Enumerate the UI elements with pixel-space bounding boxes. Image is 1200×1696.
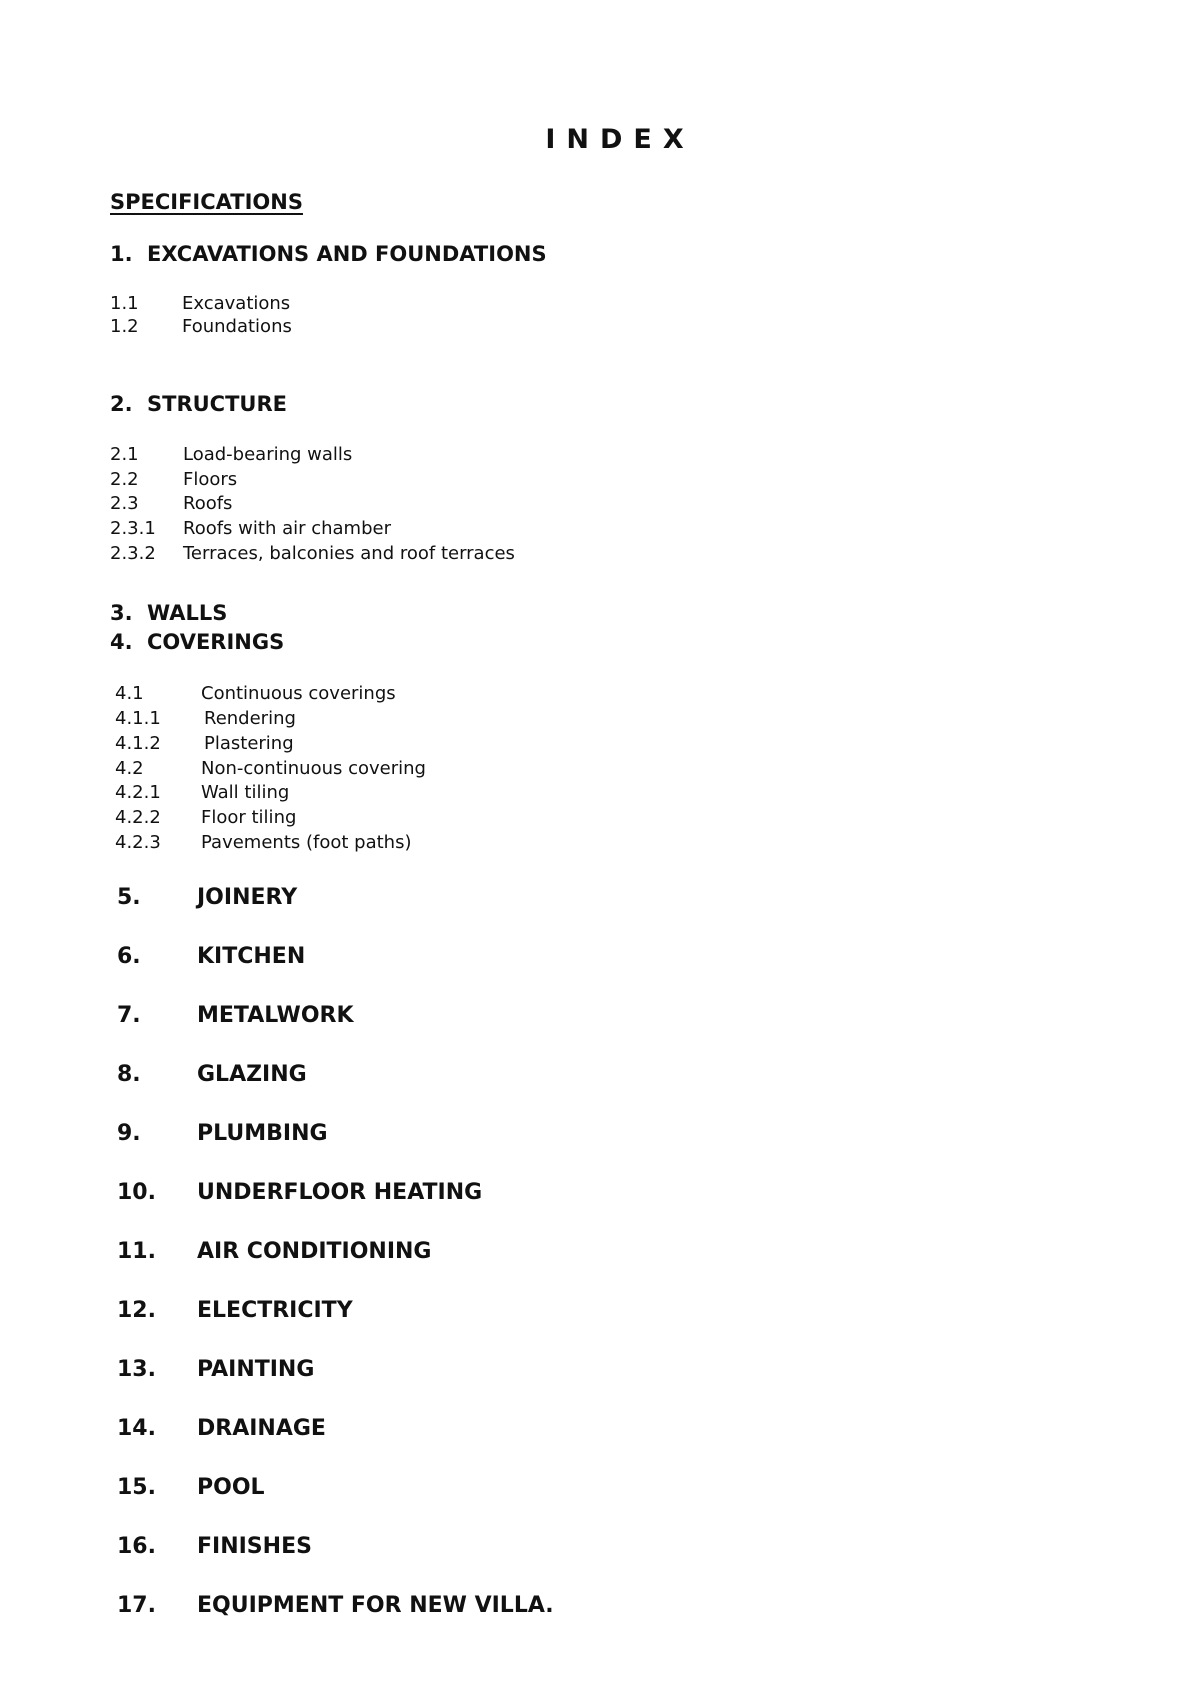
toc-subitem-label: Plastering bbox=[204, 733, 294, 754]
toc-heading-number: 10. bbox=[117, 1180, 156, 1205]
toc-heading-label: AIR CONDITIONING bbox=[197, 1239, 432, 1264]
toc-subitem-label: Pavements (foot paths) bbox=[201, 832, 412, 853]
toc-heading bbox=[110, 242, 547, 266]
toc-subitem-number: 2.3.1 bbox=[110, 518, 156, 539]
toc-heading-number: 3. bbox=[110, 601, 133, 625]
toc-subitem-label: Rendering bbox=[204, 708, 296, 729]
toc-subitem-number: 1.1 bbox=[110, 293, 139, 314]
toc-heading-label: COVERINGS bbox=[147, 630, 285, 654]
toc-subitem-number: 4.2.1 bbox=[115, 782, 161, 803]
toc-subitem-number: 2.3 bbox=[110, 493, 139, 514]
page-title: INDEX bbox=[545, 124, 695, 155]
toc-subitem bbox=[115, 782, 289, 803]
toc-heading-number: 1. bbox=[110, 242, 133, 266]
toc-subitem-number: 4.1.2 bbox=[115, 733, 161, 754]
toc-heading bbox=[117, 1298, 353, 1323]
toc-subitem-label: Floors bbox=[183, 469, 238, 490]
toc-heading-number: 17. bbox=[117, 1593, 156, 1618]
toc-subitem bbox=[110, 493, 232, 514]
toc-heading-number: 13. bbox=[117, 1357, 156, 1382]
toc-subitem-number: 4.1.1 bbox=[115, 708, 161, 729]
toc-subitem-number: 1.2 bbox=[110, 316, 139, 337]
toc-heading-label: UNDERFLOOR HEATING bbox=[197, 1180, 483, 1205]
toc-heading-label: KITCHEN bbox=[197, 944, 306, 969]
toc-heading bbox=[117, 1180, 482, 1205]
toc-heading-label: DRAINAGE bbox=[197, 1416, 326, 1441]
toc-heading bbox=[117, 944, 305, 969]
toc-heading-number: 16. bbox=[117, 1534, 156, 1559]
toc-subitem-label: Terraces, balconies and roof terraces bbox=[183, 543, 515, 564]
toc-heading-number: 15. bbox=[117, 1475, 156, 1500]
toc-heading-label: ELECTRICITY bbox=[197, 1298, 353, 1323]
toc-heading-label: FINISHES bbox=[197, 1534, 312, 1559]
toc-heading-label: WALLS bbox=[147, 601, 228, 625]
toc-heading-number: 4. bbox=[110, 630, 133, 654]
toc-subitem bbox=[115, 832, 411, 853]
toc-heading-label: EQUIPMENT FOR NEW VILLA. bbox=[197, 1593, 554, 1618]
toc-subitem-number: 4.2.3 bbox=[115, 832, 161, 853]
toc-heading bbox=[117, 1357, 314, 1382]
toc-subitem bbox=[115, 807, 296, 828]
toc-heading-number: 2. bbox=[110, 392, 133, 416]
toc-heading-label: PAINTING bbox=[197, 1357, 315, 1382]
toc-subitem bbox=[110, 316, 292, 337]
section-heading: SPECIFICATIONS bbox=[110, 190, 303, 214]
toc-subitem-label: Floor tiling bbox=[201, 807, 297, 828]
toc-heading bbox=[117, 1062, 307, 1087]
toc-subitem-label: Continuous coverings bbox=[201, 683, 396, 704]
toc-heading-label: GLAZING bbox=[197, 1062, 307, 1087]
toc-subitem-number: 4.2.2 bbox=[115, 807, 161, 828]
toc-heading-number: 12. bbox=[117, 1298, 156, 1323]
toc-heading-label: JOINERY bbox=[197, 885, 298, 910]
toc-subitem bbox=[110, 293, 290, 314]
toc-heading-number: 6. bbox=[117, 944, 141, 969]
toc-subitem-number: 2.3.2 bbox=[110, 543, 156, 564]
toc-heading-number: 5. bbox=[117, 885, 141, 910]
toc-heading-label: EXCAVATIONS AND FOUNDATIONS bbox=[147, 242, 547, 266]
toc-heading-label: POOL bbox=[197, 1475, 265, 1500]
toc-subitem bbox=[110, 469, 237, 490]
toc-subitem-number: 4.2 bbox=[115, 758, 144, 779]
toc-subitem-label: Excavations bbox=[182, 293, 291, 314]
toc-heading-number: 8. bbox=[117, 1062, 141, 1087]
toc-heading-label: PLUMBING bbox=[197, 1121, 328, 1146]
toc-subitem bbox=[110, 518, 391, 539]
toc-heading-number: 7. bbox=[117, 1003, 141, 1028]
toc-heading bbox=[117, 1121, 328, 1146]
toc-heading bbox=[117, 885, 297, 910]
toc-heading-number: 9. bbox=[117, 1121, 141, 1146]
toc-heading bbox=[117, 1534, 312, 1559]
toc-subitem-number: 2.2 bbox=[110, 469, 139, 490]
toc-heading bbox=[117, 1593, 554, 1618]
toc-subitem-label: Non-continuous covering bbox=[201, 758, 426, 779]
toc-subitem bbox=[115, 733, 294, 754]
toc-heading bbox=[117, 1416, 326, 1441]
toc-subitem-number: 4.1 bbox=[115, 683, 144, 704]
toc-heading-number: 14. bbox=[117, 1416, 156, 1441]
toc-subitem-number: 2.1 bbox=[110, 444, 139, 465]
toc-heading-label: STRUCTURE bbox=[147, 392, 287, 416]
toc-subitem-label: Roofs bbox=[183, 493, 233, 514]
toc-heading bbox=[110, 601, 227, 625]
toc-heading bbox=[117, 1003, 354, 1028]
toc-subitem bbox=[115, 708, 296, 729]
toc-heading bbox=[117, 1475, 265, 1500]
toc-heading bbox=[110, 630, 284, 654]
toc-subitem-label: Wall tiling bbox=[201, 782, 290, 803]
toc-subitem bbox=[115, 683, 396, 704]
toc-subitem bbox=[110, 543, 515, 564]
toc-subitem-label: Foundations bbox=[182, 316, 292, 337]
toc-heading-label: METALWORK bbox=[197, 1003, 354, 1028]
toc-subitem bbox=[110, 444, 352, 465]
toc-heading bbox=[117, 1239, 431, 1264]
toc-subitem bbox=[115, 758, 426, 779]
toc-subitem-label: Load-bearing walls bbox=[183, 444, 353, 465]
toc-heading bbox=[110, 392, 287, 416]
toc-subitem-label: Roofs with air chamber bbox=[183, 518, 391, 539]
toc-heading-number: 11. bbox=[117, 1239, 156, 1264]
